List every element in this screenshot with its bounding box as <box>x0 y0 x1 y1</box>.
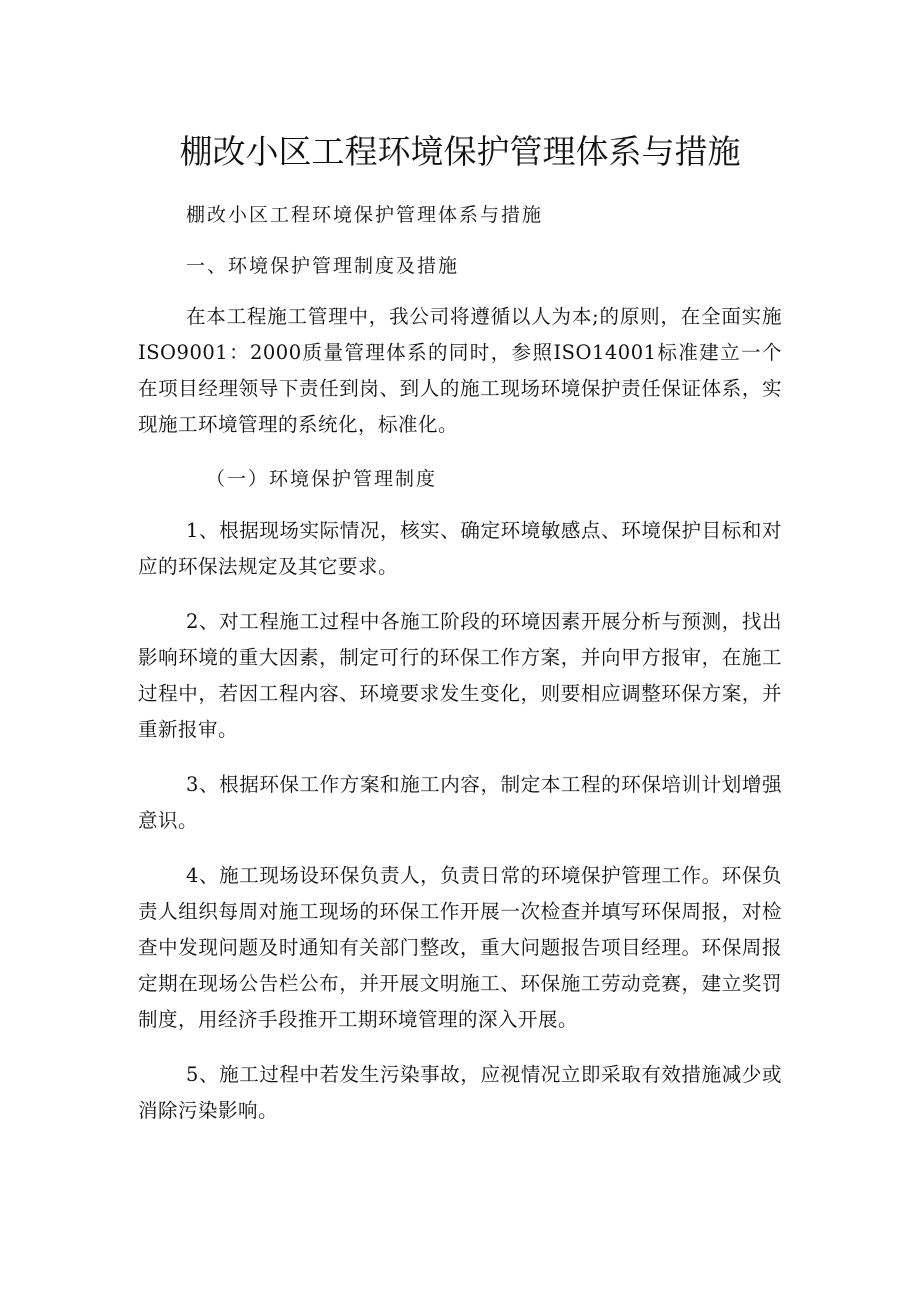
list-item: 3、根据环保工作方案和施工内容，制定本工程的环保培训计划增强意识。 <box>138 773 782 832</box>
document-title: 棚改小区工程环境保护管理体系与措施 <box>179 132 741 171</box>
section-heading-1: 一、环境保护管理制度及措施 <box>186 255 460 277</box>
intro-paragraph: 在本工程施工管理中，我公司将遵循以人为本;的原则，在全面实施ISO9001：2000质量管理体系的同时，参照ISO14001标准建立一个在项目经理领导下责任到岗、到人的施工现场环境保护责任保证体系，实现施工环境管理的系统化，标准化。 <box>138 305 782 436</box>
subsection-heading-1: （一）环境保护管理制度 <box>206 468 438 490</box>
list-item: 2、对工程施工过程中各施工阶段的环境因素开展分析与预测，找出影响环境的重大因素，制定可行的环保工作方案，并向甲方报审，在施工过程中，若因工程内容、环境要求发生变化，则要相应调整环保方案，并重新报审。 <box>138 610 782 741</box>
document-subtitle: 棚改小区工程环境保护管理体系与措施 <box>186 204 544 226</box>
list-item: 4、施工现场设环保负责人，负责日常的环境保护管理工作。环保负责人组织每周对施工现场的环保工作开展一次检查并填写环保周报，对检查中发现问题及时通知有关部门整改，重大问题报告项目经理。环保周报定期在现场公告栏公布，并开展文明施工、环保施工劳动竞赛，建立奖罚制度，用经济手段推开工期环境管理的深入开展。 <box>138 864 782 1031</box>
list-item: 5、施工过程中若发生污染事故，应视情况立即采取有效措施减少或消除污染影响。 <box>138 1063 782 1122</box>
list-item: 1、根据现场实际情况，核实、确定环境敏感点、环境保护目标和对应的环保法规定及其它要求。 <box>138 519 782 578</box>
